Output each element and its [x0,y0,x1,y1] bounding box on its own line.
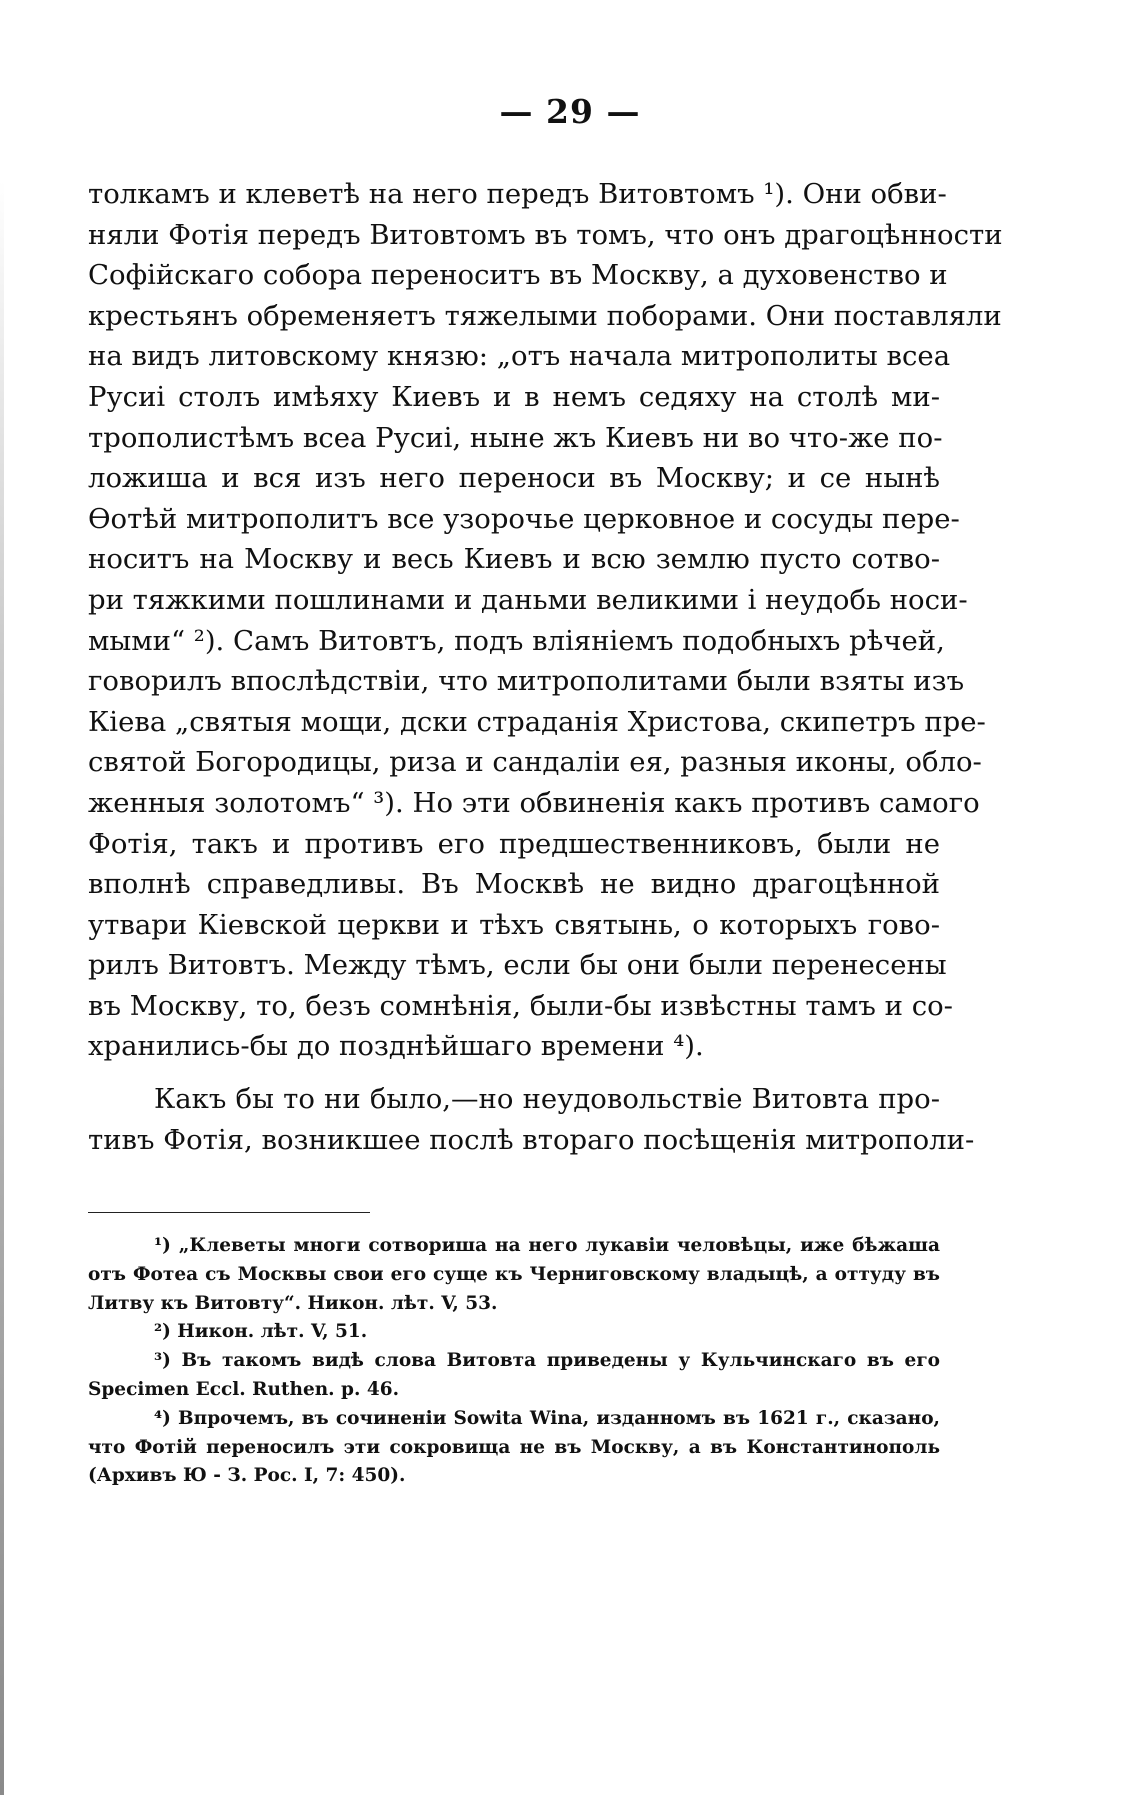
footnote-1 [88,1232,940,1318]
text-line: няли Фотія передъ Витовтомъ въ томъ, что онъ драгоцѣнности [88,218,1003,251]
text-line: трополистѣмъ всеа Русиі, ныне жъ Киевъ ни во что-же по- [88,421,943,454]
paragraph [88,1079,975,1160]
text-line: крестьянъ обременяетъ тяжелыми поборами. Они поставляли [88,299,1002,332]
text-line: носитъ на Москву и весь Киевъ и всю землю пусто сотво- [88,543,940,576]
text-line: тивъ Фотія, возникшее послѣ втораго посѣщенія митрополи- [88,1123,975,1156]
footnote-line: что Фотій переносилъ эти сокровища не въ Москву, а въ Константинополь [88,1436,940,1458]
text-line: Ѳотѣй митрополитъ все узорочье церковное и сосуды пере- [88,502,960,535]
footnote-line: ²) Никон. лѣт. V, 51. [154,1321,368,1343]
footnotes [88,1232,940,1491]
text-line: мыми“ ²). Самъ Витовтъ, подъ вліяніемъ подобныхъ рѣчей, [88,624,945,657]
text-line: ри тяжкими пошлинами и даньми великими і неудобь носи- [88,583,968,616]
footnote-line: (Архивъ Ю - З. Рос. I, 7: 450). [88,1465,406,1487]
footnote-line: ³) Въ такомъ видѣ слова Витовта приведены у Кульчинскаго въ его [154,1350,940,1372]
text-line: вполнѣ справедливы. Въ Москвѣ не видно драгоцѣнной [88,868,940,901]
page-edge-shadow [0,180,4,1795]
footnote-line: отъ Фотеа съ Москвы свои его суще къ Черниговскому владыцѣ, а оттуду въ [88,1263,940,1285]
text-line: ложиша и вся изъ него переноси въ Москву; и се нынѣ [88,462,940,495]
footnote-line: ¹) „Клеветы многи сотвориша на него лукавіи человѣцы, иже бѣжаша [154,1235,940,1256]
text-line: на видъ литовскому князю: „отъ начала митрополиты всеа [88,340,951,373]
text-line: въ Москву, то, безъ сомнѣнія, были-бы извѣстны тамъ и со- [88,989,953,1022]
text-line: Софійскаго собора переноситъ въ Москву, а духовенство и [88,259,948,292]
text-line: утвари Кіевской церкви и тѣхъ святынь, о которыхъ гово- [88,908,940,941]
footnote-2 [88,1318,940,1347]
text-line: говорилъ впослѣдствіи, что митрополитами были взяты изъ [88,665,965,698]
paragraph [88,174,1003,1067]
footnote-4 [88,1405,940,1491]
text-line: Кіева „святыя мощи, дски страданія Христова, скипетръ пре- [88,705,986,738]
text-line: Русиі столъ имѣяху Киевъ и в немъ седяху на столѣ ми- [88,380,940,413]
footnote-line: Литву къ Витовту“. Никон. лѣт. V, 53. [88,1292,498,1314]
page-number: — 29 — [499,92,641,131]
text-line: Какъ бы то ни было,—но неудовольствіе Витовта про- [154,1083,940,1116]
paragraph-gap [88,1067,940,1079]
text-line: толкамъ и клеветѣ на него передъ Витовтомъ ¹). Они обви- [88,178,947,210]
footnote-line: Specimen Eccl. Ruthen. p. 46. [88,1378,400,1400]
footnote-3 [88,1347,940,1405]
main-text [88,174,1003,1160]
text-line: святой Богородицы, риза и сандаліи ея, разныя иконы, обло- [88,746,982,779]
text-line: хранились-бы до позднѣйшаго времени ⁴). [88,1030,704,1063]
footnote-line: ⁴) Впрочемъ, въ сочиненіи Sowita Wina, изданномъ въ 1621 г., сказано, [154,1407,940,1429]
text-line: Фотія, такъ и противъ его предшественниковъ, были не [88,827,940,860]
text-line: рилъ Витовтъ. Между тѣмъ, если бы они были перенесены [88,949,947,982]
text-line: женныя золотомъ“ ³). Но эти обвиненія какъ противъ самого [88,786,980,819]
footnote-divider [88,1212,370,1213]
